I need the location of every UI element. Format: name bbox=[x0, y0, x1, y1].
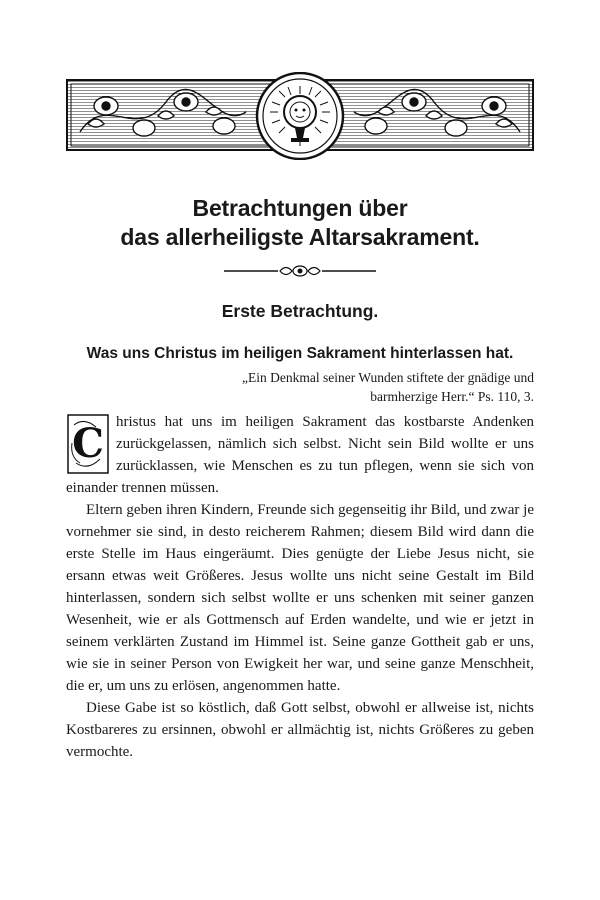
epigraph-line-1: „Ein Denkmal seiner Wunden stiftete der gnädige und bbox=[242, 370, 534, 385]
body-text bbox=[66, 411, 534, 763]
dropcap-initial bbox=[66, 413, 110, 475]
dropcap-letter: C bbox=[72, 420, 104, 467]
page-title bbox=[0, 194, 600, 252]
paragraph-1 bbox=[66, 411, 534, 499]
title-line-1: Betrachtungen über bbox=[192, 195, 408, 221]
paragraph-1-text: hristus hat uns im heiligen Sakrament das kostbarste Andenken zurückgelassen, nämlich sich selbst. Nicht sein Bild wollte er uns zurücklassen, wie Menschen es zu tun pflegen, wenn sie sich von einander trennen müssen. bbox=[66, 414, 534, 496]
subtitle: Erste Betrachtung. bbox=[221, 301, 379, 321]
title-line-2: das allerheiligste Altarsakrament. bbox=[120, 224, 480, 250]
epigraph-quote bbox=[114, 368, 534, 406]
paragraph-2: Eltern geben ihren Kindern, Freunde sich gegenseitig ihr Bild, und zwar je vornehmer sie sind, in desto reicherem Rahmen; diesem Bild wird dann die erste Stelle im Haus eingeräumt. Dies genügte der Liebe Jesus nicht, sie ersann etwas weit Größeres. Jesus wollte uns nicht seine Gestalt im Bild hinterlassen, sondern sich selbst wollte er uns schenken mit seiner ganzen Wesenheit, wie er als Gottmensch auf Erden wandelte, und wie er jetzt in seinem verklärten Zustand im Himmel ist. Seine ganze Gottheit gab er uns, wie sie in seiner Person von Ewigkeit her war, und seine ganze Menschheit, die er, um uns zu erlösen, angenommen hatte. bbox=[66, 502, 534, 694]
ornamental-header-banner bbox=[66, 72, 534, 160]
paragraph-3: Diese Gabe ist so köstlich, daß Gott selbst, obwohl er allweise ist, nichts Kostbareres zu ersinnen, obwohl er allmächtig ist, nichts Größeres zu geben vermochte. bbox=[66, 700, 534, 760]
section-heading: Was uns Christus im heiligen Sakrament hinterlassen hat. bbox=[86, 345, 514, 362]
ornamental-divider bbox=[224, 263, 376, 279]
epigraph-line-2: barmherzige Herr.“ Ps. 110, 3. bbox=[370, 389, 534, 404]
